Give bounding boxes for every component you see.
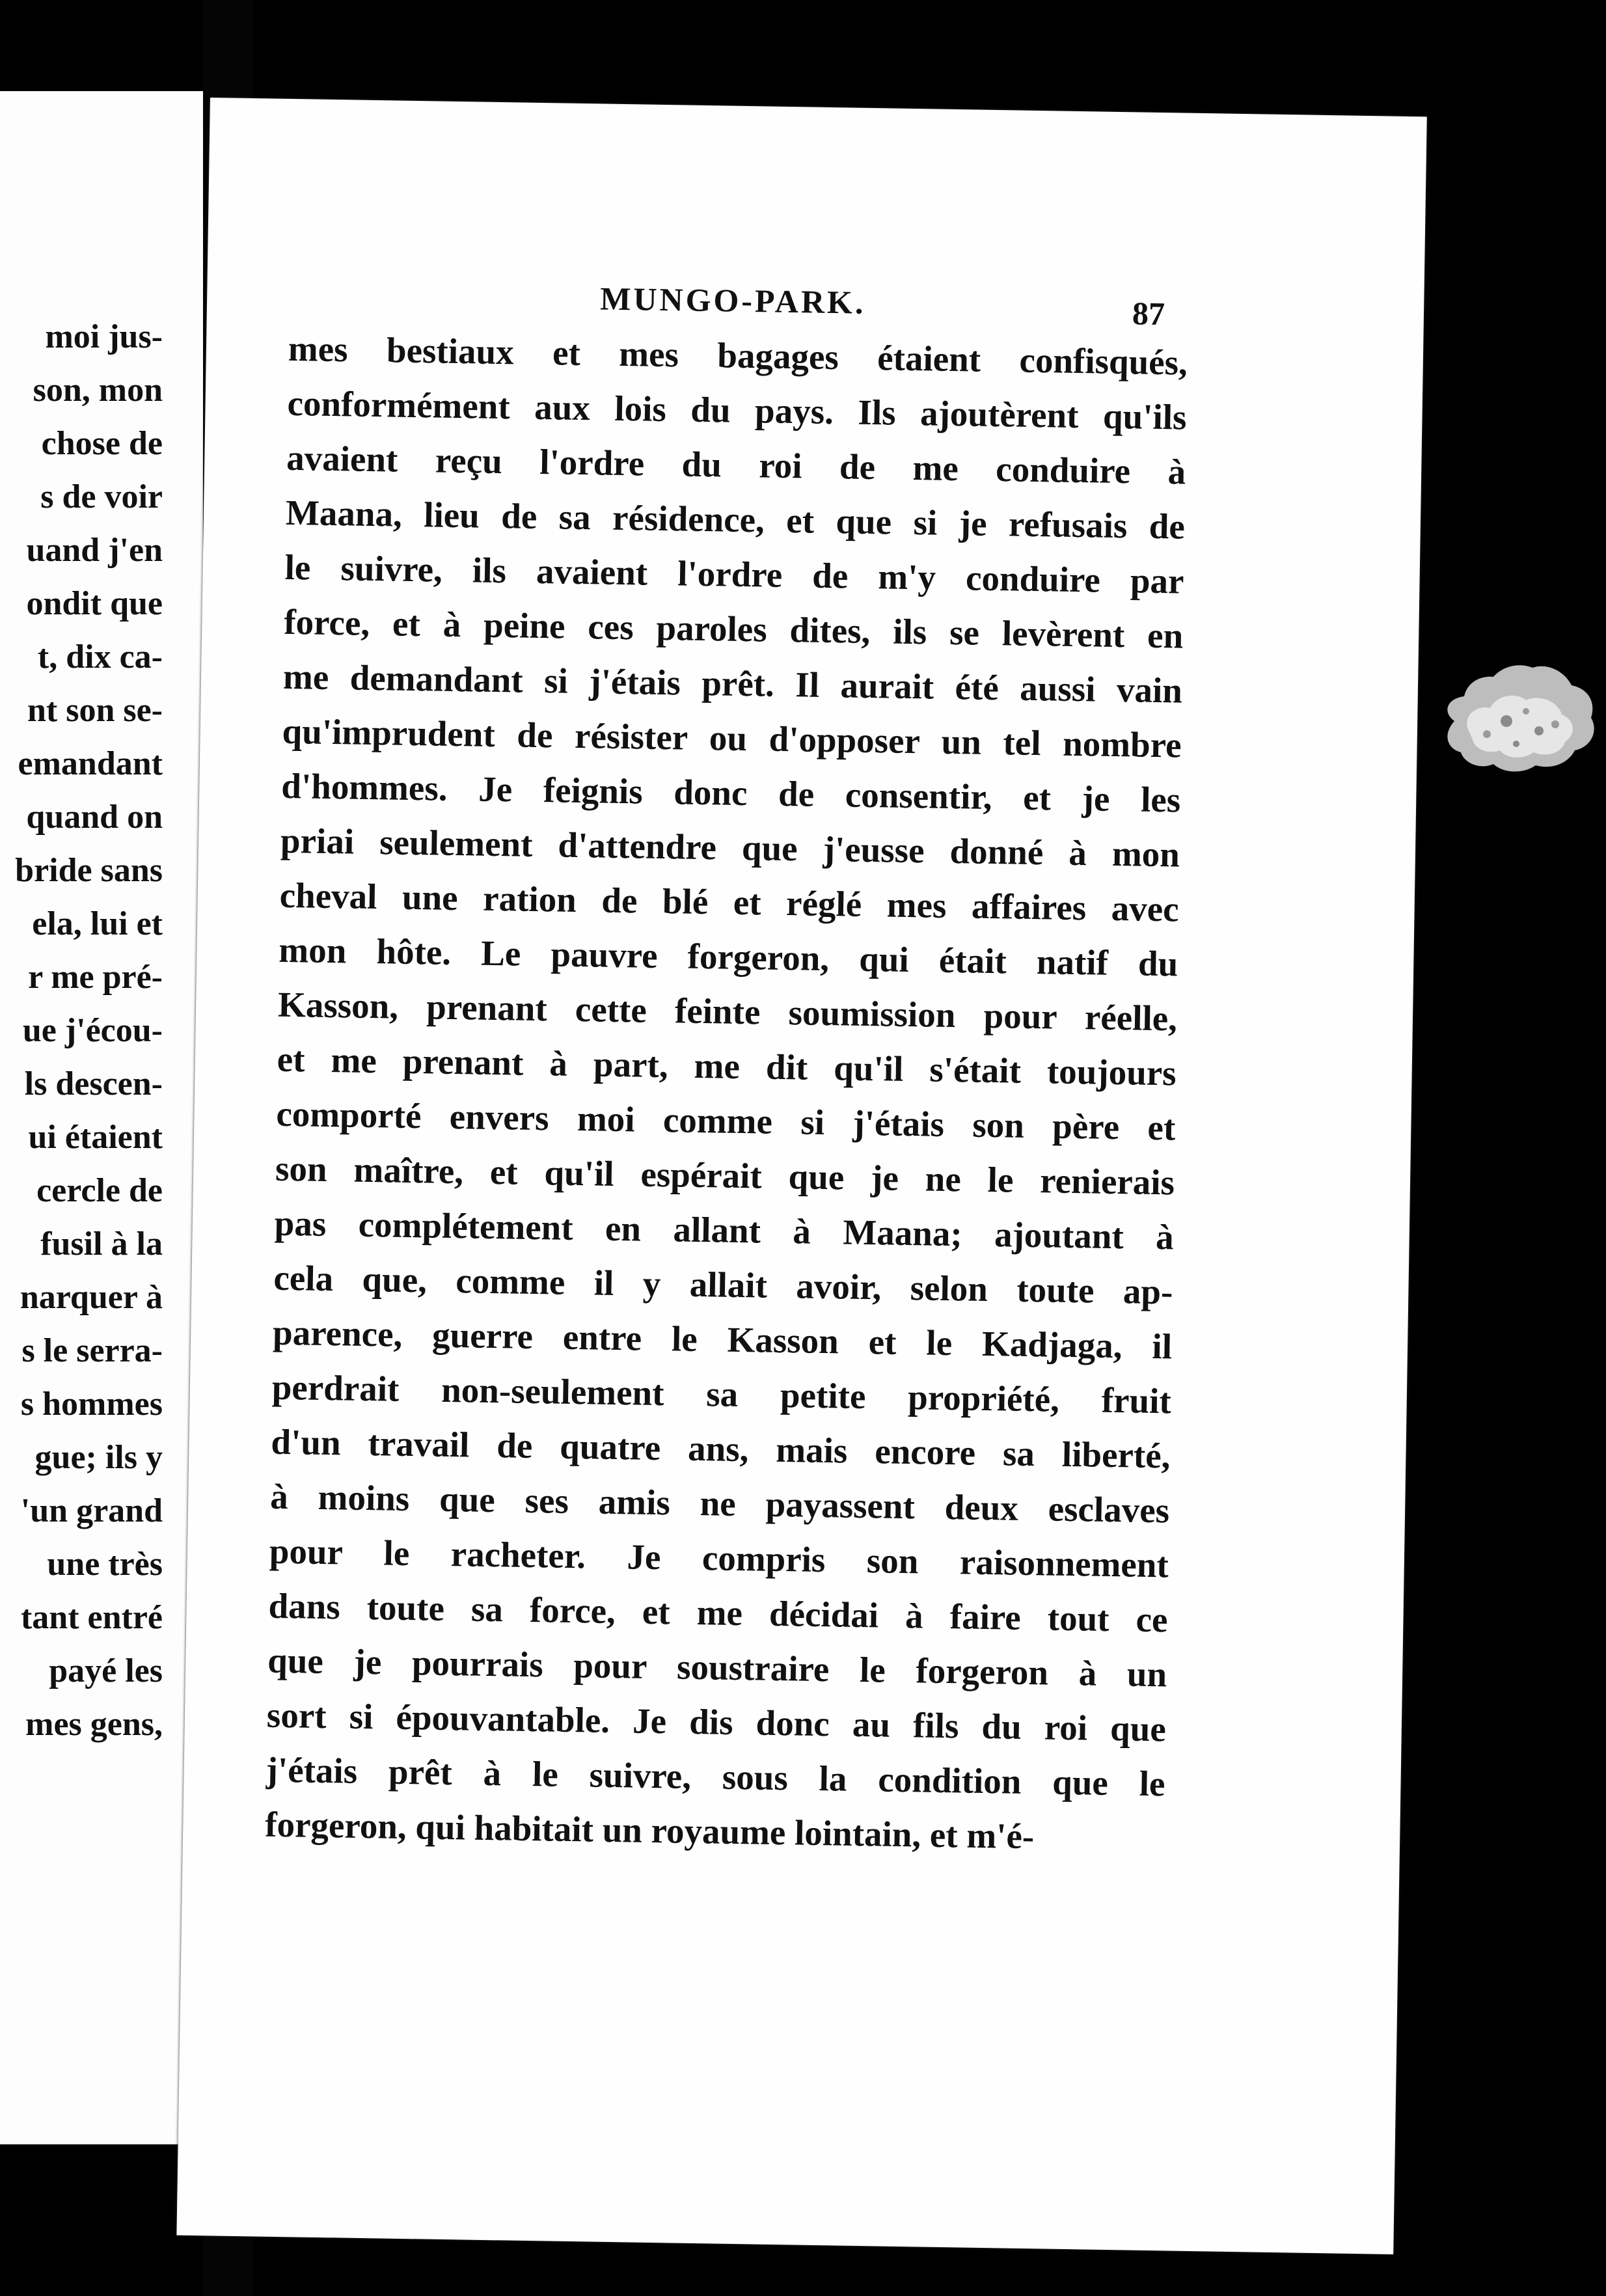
text-line: mes bestiaux et mes bagages étaient confisqués, [288, 328, 1188, 383]
left-page-line: nt son se- [27, 692, 163, 729]
left-page-line: s le serra- [21, 1332, 163, 1369]
left-page-line: r me pré- [28, 959, 163, 996]
left-page-line: s de voir [40, 478, 163, 515]
left-page-line: 'un grand [20, 1492, 163, 1529]
body-text [265, 321, 1188, 1866]
right-page [176, 98, 1426, 2254]
text-line: cheval une ration de blé et réglé mes affaires avec [279, 875, 1180, 929]
text-line: le suivre, ils avaient l'ordre de m'y conduire par [284, 547, 1184, 601]
text-line: mon hôte. Le pauvre forgeron, qui était natif du [278, 929, 1178, 984]
page-number: 87 [1132, 295, 1165, 333]
text-line: perdrait non-seulement sa petite propriété, fruit [271, 1367, 1172, 1421]
text-line: d'un travail de quatre ans, mais encore sa liberté, [271, 1421, 1171, 1476]
left-page-line: ls descen- [24, 1065, 163, 1102]
left-page-line: cercle de [36, 1172, 163, 1209]
text-line: cela que, comme il y allait avoir, selon toute ap- [273, 1257, 1173, 1312]
text-line: Kasson, prenant cette feinte soumission pour réelle, [277, 984, 1178, 1039]
text-line: me demandant si j'étais prêt. Il aurait été aussi vain [282, 656, 1183, 711]
text-line: sort si épouvantable. Je dis donc au fils du roi que [266, 1695, 1167, 1749]
left-page-line: son, mon [33, 372, 163, 409]
text-line: force, et à peine ces paroles dites, ils se levèrent en [283, 601, 1184, 656]
left-page-line: moi jus- [45, 318, 163, 355]
left-page-line: chose de [41, 425, 163, 462]
left-page-line: gue; ils y [34, 1439, 163, 1476]
text-line: Maana, lieu de sa résidence, et que si je refusais de [285, 492, 1186, 547]
left-page-line: ela, lui et [32, 905, 163, 942]
text-line: avaient reçu l'ordre du roi de me conduire à [286, 437, 1186, 492]
text-line: j'étais prêt à le suivre, sous la condition que le [265, 1749, 1165, 1804]
left-page-line: bride sans [15, 852, 163, 889]
text-line: qu'imprudent de résister ou d'opposer un tel nombre [282, 711, 1182, 765]
left-page-line: t, dix ca- [37, 638, 163, 676]
running-title: MUNGO-PARK. [599, 280, 866, 321]
left-page-line: une très [47, 1546, 163, 1583]
left-page-line: quand on [26, 799, 163, 836]
left-page-line: ondit que [26, 585, 163, 622]
text-line: dans toute sa force, et me décidai à faire tout ce [268, 1585, 1168, 1640]
text-line: que je pourrais pour soustraire le forgeron à un [267, 1640, 1167, 1695]
text-line: à moins que ses amis ne payassent deux esclaves [269, 1476, 1170, 1531]
left-page-line: ue j'écou- [22, 1012, 163, 1049]
text-line: son maître, et qu'il espérait que je ne le renierais [275, 1148, 1175, 1203]
left-page-line: s hommes [20, 1386, 163, 1423]
left-page-line: mes gens, [25, 1706, 163, 1743]
text-line: comporté envers moi comme si j'étais son père et [276, 1093, 1176, 1148]
text-line: conformément aux lois du pays. Ils ajoutèrent qu'ils [287, 383, 1187, 437]
left-page-line: fusil à la [40, 1225, 163, 1263]
left-page-line: emandant [18, 745, 163, 782]
left-page-line: tant entré [20, 1599, 163, 1636]
text-line: forgeron, qui habitait un royaume lointain, et m'é- [264, 1804, 1035, 1857]
left-page-line: ui étaient [28, 1119, 163, 1156]
text-line: priai seulement d'attendre que j'eusse donné à mon [280, 820, 1180, 875]
text-line: pas complétement en allant à Maana; ajoutant à [274, 1203, 1175, 1257]
paper-scrap [1428, 636, 1604, 780]
left-page-line: uand j'en [26, 532, 163, 569]
text-line: et me prenant à part, me dit qu'il s'était toujours [277, 1039, 1177, 1093]
left-page [0, 91, 203, 2144]
text-line: d'hommes. Je feignis donc de consentir, et je les [280, 765, 1181, 820]
text-line: parence, guerre entre le Kasson et le Kadjaga, il [272, 1312, 1173, 1367]
left-page-line: narquer à [20, 1279, 163, 1316]
left-page-line: payé les [49, 1652, 163, 1689]
text-line: pour le racheter. Je compris son raisonnement [269, 1531, 1169, 1585]
